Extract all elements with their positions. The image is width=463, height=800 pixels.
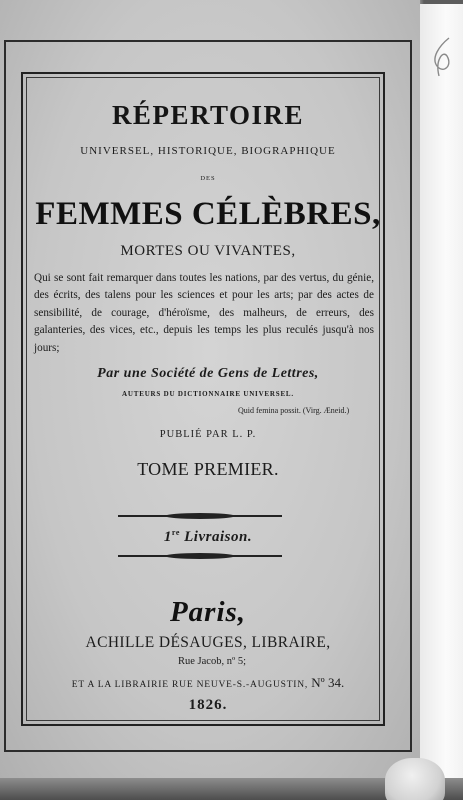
next-page-edge — [418, 4, 463, 780]
publisher-name: ACHILLE DÉSAUGES, LIBRAIRE, — [85, 634, 331, 651]
issue-number: 1 — [163, 529, 172, 545]
issue-word: Livraison. — [184, 529, 253, 545]
book-title: RÉPERTOIRE — [111, 100, 305, 130]
ornamental-rule-top — [118, 515, 282, 517]
handwritten-mark — [425, 36, 459, 96]
volume-label: TOME PREMIER. — [137, 459, 279, 479]
description-paragraph: Qui se sont fait remarquer dans toutes les nations, par des vertus, du génie, des écrits, des talens pour les sciences et pour les arts; par des actes de sensibilité, de courage, d'héroïsme, des malheurs, de erreurs, des galanteries, des vices, etc., depuis les temps les plus reculés jusqu'à nos jours; — [34, 272, 374, 354]
second-bookshop-line — [20, 675, 396, 691]
epigraph: Quid femina possit. (Virg. Æneid.) — [238, 406, 350, 415]
ornamental-rule-bottom — [118, 555, 282, 557]
publication-year: 1826. — [188, 697, 228, 713]
issue-ordinal-suffix: re — [171, 528, 180, 537]
issue-label — [20, 528, 396, 546]
second-bookshop-address: ET A LA LIBRAIRIE RUE NEUVE-S.-AUGUSTIN, — [71, 680, 309, 690]
subtitle-des: DES — [200, 175, 216, 182]
second-bookshop-number: Nº 34. — [311, 675, 345, 690]
main-title: FEMMES CÉLÈBRES, — [35, 196, 381, 232]
subtitle-mortes-vivantes: MORTES OU VIVANTES, — [120, 243, 296, 259]
subtitle-universal: UNIVERSEL, HISTORIQUE, BIOGRAPHIQUE — [80, 145, 336, 157]
finger-holding-page — [385, 758, 445, 800]
authors-line: Par une Société de Gens de Lettres, — [97, 366, 319, 381]
publisher-address: Rue Jacob, nº 5; — [178, 656, 246, 667]
published-by: PUBLIÉ PAR L. P. — [159, 429, 257, 440]
city: Paris, — [169, 596, 247, 628]
authors-note: AUTEURS DU DICTIONNAIRE UNIVERSEL. — [122, 390, 294, 398]
